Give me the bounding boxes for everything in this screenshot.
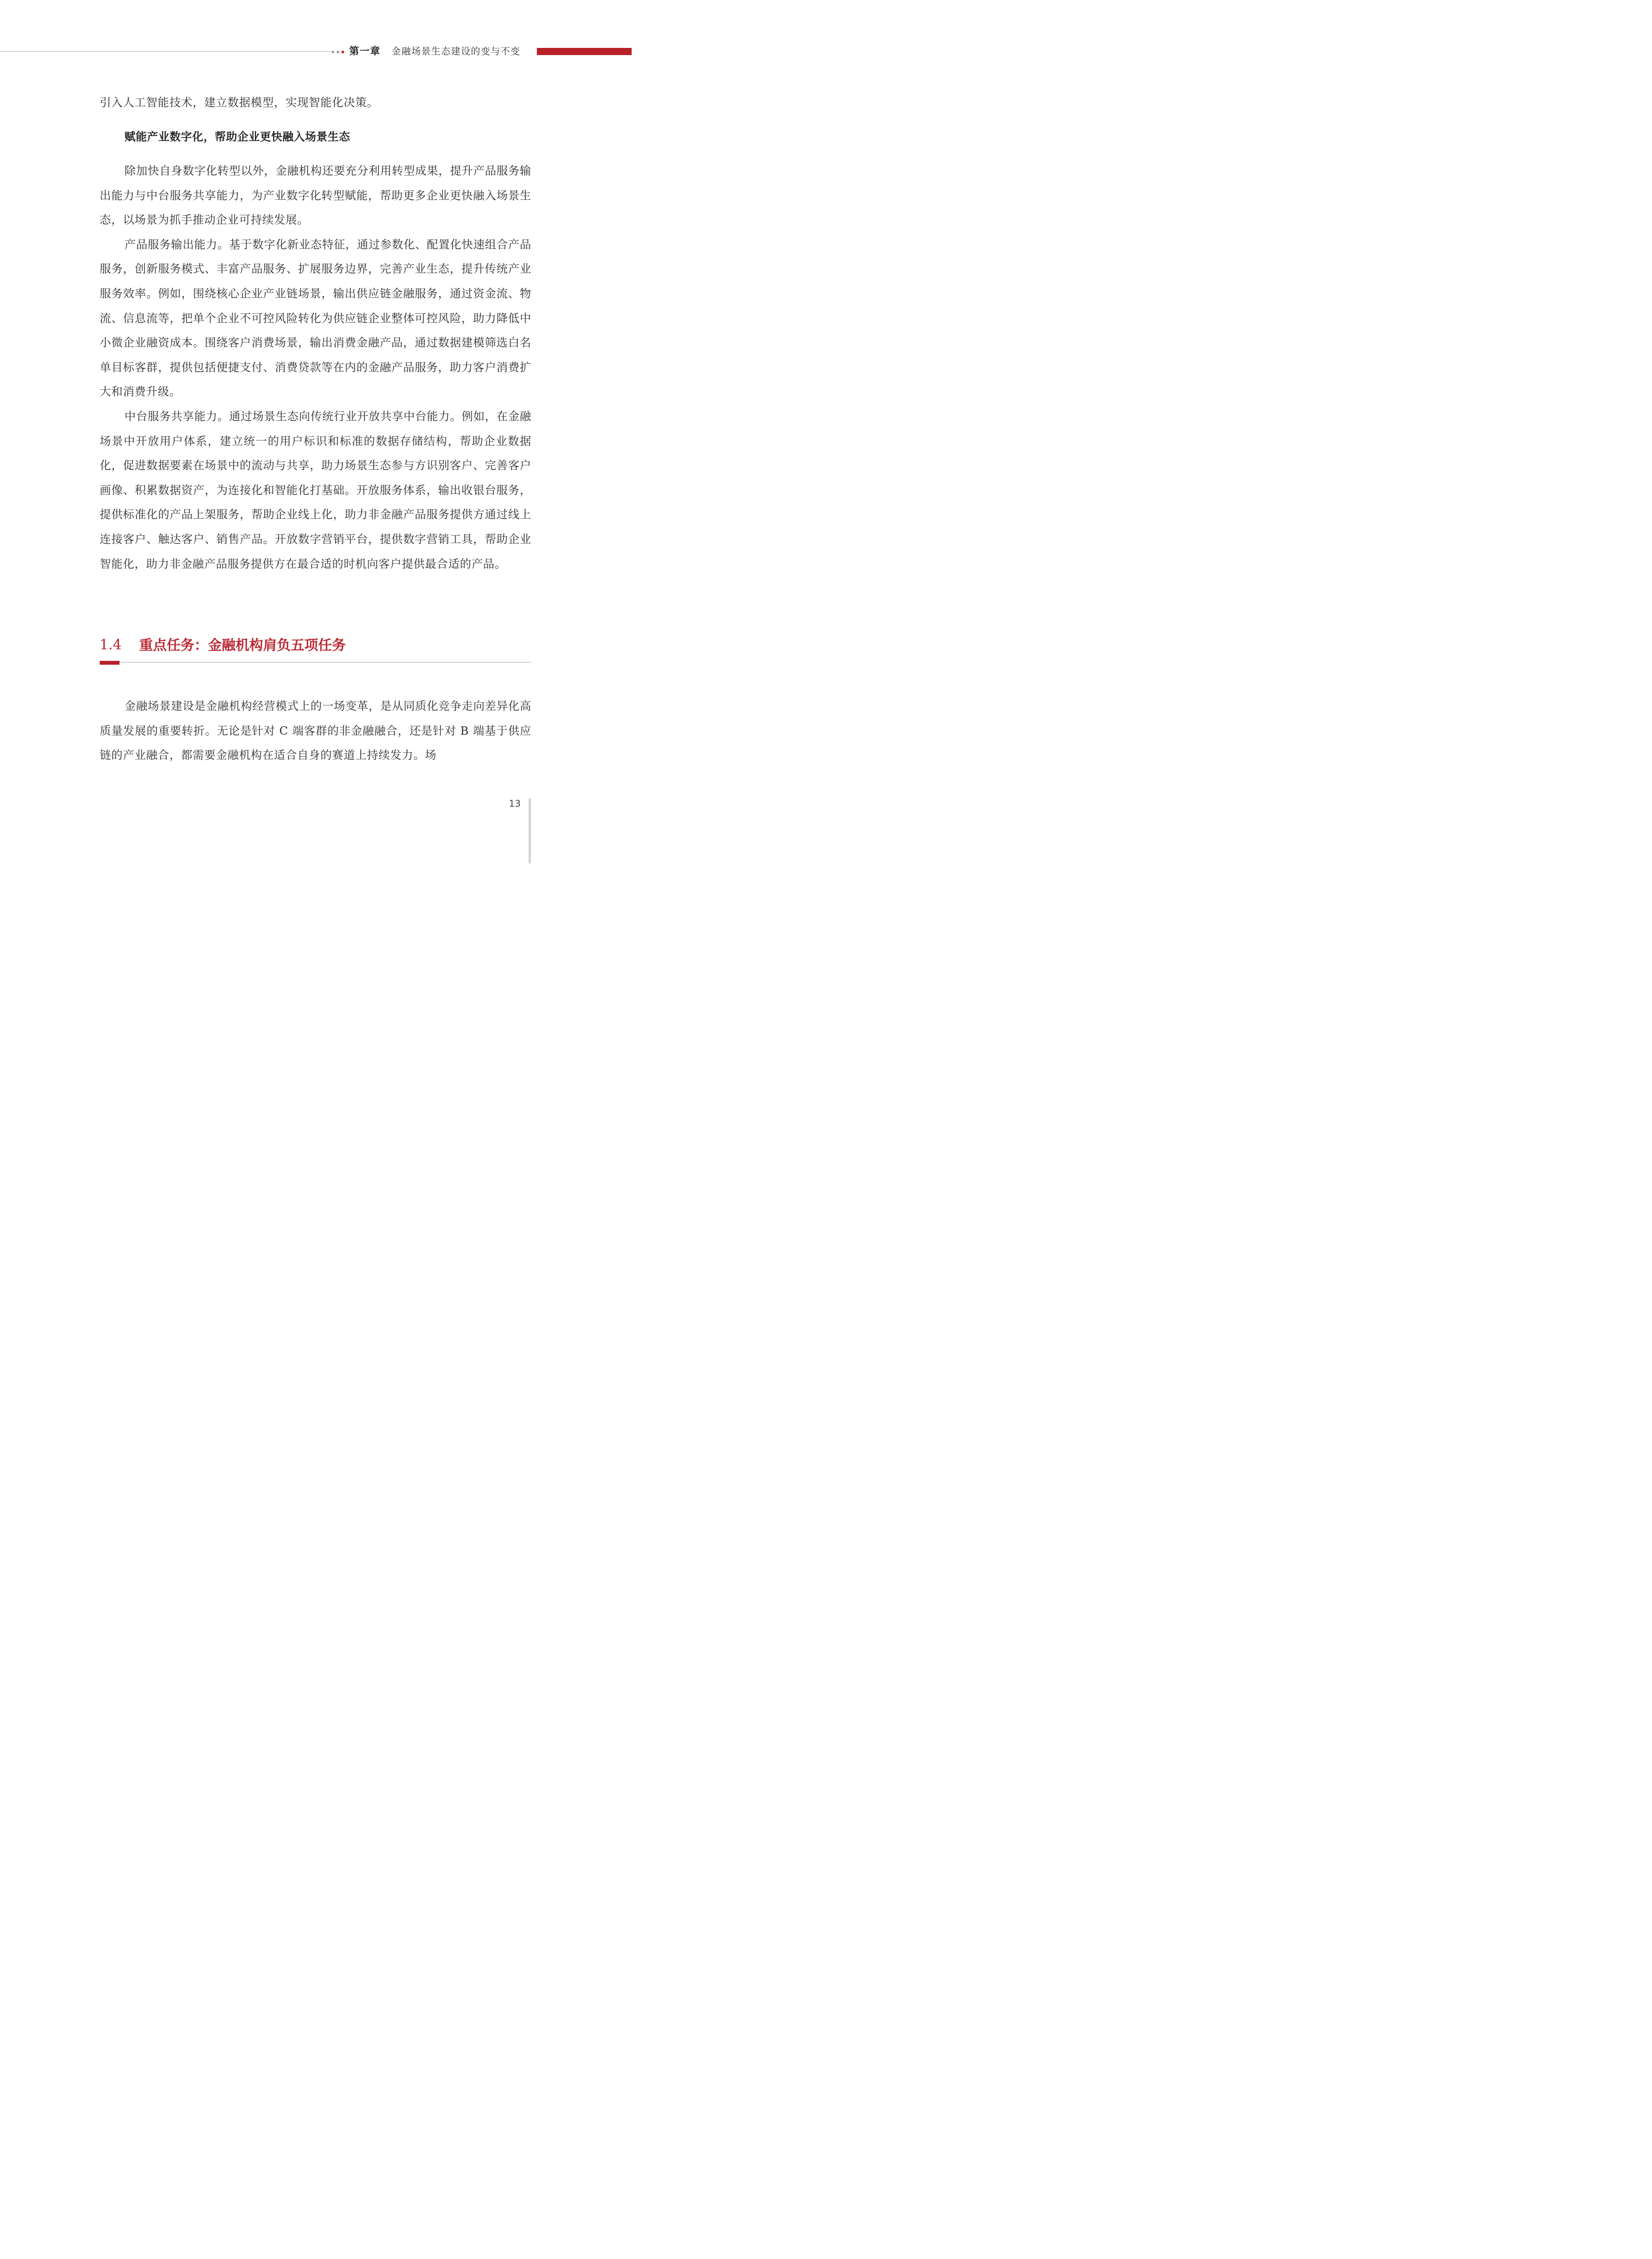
header-accent-bar: [537, 48, 632, 55]
header-rule: [0, 51, 330, 52]
body-paragraph: 中台服务共享能力。通过场景生态向传统行业开放共享中台能力。例如，在金融场景中开放用户体系，建立统一的用户标识和标准的数据存储结构，帮助企业数据化，促进数据要素在场景中的流动与共享，助力场景生态参与方识别客户、完善客户画像、积累数据资产，为连接化和智能化打基础。开放服务体系，输出收银台服务，提供标准化的产品上架服务，帮助企业线上化，助力非金融产品服务提供方通过线上连接客户、触达客户、销售产品。开放数字营销平台，提供数字营销工具，帮助企业智能化，助力非金融产品服务提供方在最合适的时机向客户提供最合适的产品。: [100, 409, 531, 571]
page-edge-rule: [529, 799, 531, 864]
section-paragraph: 金融场景建设是金融机构经营模式上的一场变革，是从同质化竞争走向差异化高质量发展的重要转折。无论是针对 C 端客群的非金融融合，还是针对 B 端基于供应链的产业融合，都需要金融机构在适合自身的赛道上持续发力。场: [100, 699, 531, 762]
header-chapter-label: 第一章: [349, 46, 381, 57]
header-chapter-title: 金融场景生态建设的变与不变: [392, 46, 520, 57]
section-heading: [100, 633, 346, 655]
intro-line: 引入人工智能技术，建立数据模型，实现智能化决策。: [100, 96, 379, 109]
page-number: 13: [509, 799, 521, 810]
body-paragraph: 除加快自身数字化转型以外，金融机构还要充分利用转型成果，提升产品服务输出能力与中台服务共享能力，为产业数字化转型赋能，帮助更多企业更快融入场景生态，以场景为抓手推动企业可持续发展。: [100, 164, 531, 227]
section-accent-mark: [100, 661, 119, 665]
intro-text: [100, 90, 531, 115]
header-dot-accent: [341, 51, 344, 53]
header-dot: [336, 51, 339, 53]
section-number: 1.4: [100, 636, 122, 653]
header-dot: [332, 51, 334, 53]
body-text: [100, 159, 531, 576]
section-text: [100, 694, 531, 768]
section-rule: [100, 662, 531, 663]
body-paragraph: 产品服务输出能力。基于数字化新业态特征，通过参数化、配置化快速组合产品服务，创新服务模式、丰富产品服务、扩展服务边界，完善产业生态，提升传统产业服务效率。例如，围绕核心企业产业链场景，输出供应链金融服务，通过资金流、物流、信息流等，把单个企业不可控风险转化为供应链企业整体可控风险，助力降低中小微企业融资成本。围绕客户消费场景，输出消费金融产品，通过数据建模筛选白名单目标客群，提供包括便捷支付、消费贷款等在内的金融产品服务，助力客户消费扩大和消费升级。: [100, 237, 531, 399]
subheading: 赋能产业数字化，帮助企业更快融入场景生态: [124, 130, 350, 143]
section-title: 重点任务：金融机构肩负五项任务: [139, 637, 346, 653]
header-dots: [332, 49, 344, 55]
document-page: [0, 0, 632, 864]
